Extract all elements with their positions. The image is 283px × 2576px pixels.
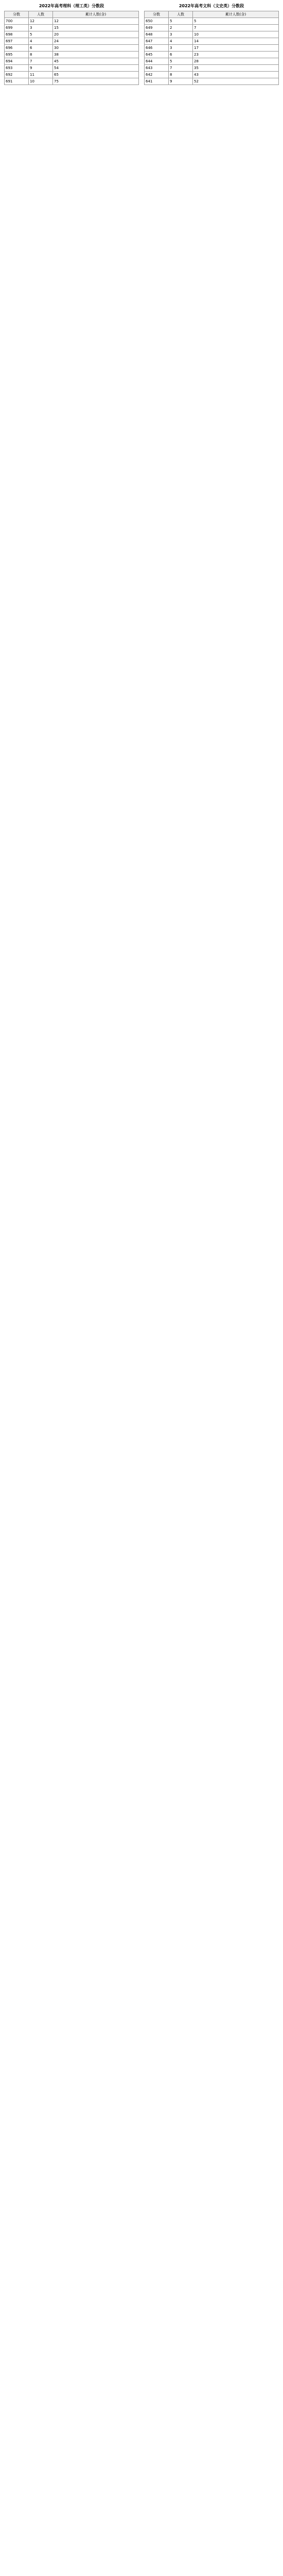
page xyxy=(0,0,283,88)
left-header-row xyxy=(5,11,139,18)
left-cell: 698 xyxy=(5,31,29,38)
left-cell: 15 xyxy=(53,25,139,31)
left-table-row xyxy=(5,72,139,78)
left-cell: 695 xyxy=(5,52,29,58)
left-cell: 12 xyxy=(29,18,53,25)
right-cell: 7 xyxy=(193,25,279,31)
right-cell: 650 xyxy=(145,18,169,25)
left-cell: 38 xyxy=(53,52,139,58)
right-cell: 5 xyxy=(169,18,193,25)
right-cell: 5 xyxy=(169,58,193,65)
right-cell: 3 xyxy=(169,31,193,38)
left-table-body xyxy=(5,18,139,85)
right-header-cumulative: 累计人数(含) xyxy=(193,11,279,18)
left-table-row xyxy=(5,58,139,65)
right-cell: 646 xyxy=(145,45,169,52)
left-header-score: 分数 xyxy=(5,11,29,18)
right-cell: 9 xyxy=(169,78,193,85)
left-cell: 8 xyxy=(29,52,53,58)
left-cell: 4 xyxy=(29,38,53,45)
left-cell: 5 xyxy=(29,31,53,38)
right-table-row xyxy=(145,58,279,65)
left-cell: 696 xyxy=(5,45,29,52)
right-cell: 649 xyxy=(145,25,169,31)
right-cell: 648 xyxy=(145,31,169,38)
left-table-row xyxy=(5,65,139,72)
left-cell: 54 xyxy=(53,65,139,72)
right-cell: 14 xyxy=(193,38,279,45)
right-cell: 17 xyxy=(193,45,279,52)
left-cell: 700 xyxy=(5,18,29,25)
right-cell: 647 xyxy=(145,38,169,45)
left-cell: 12 xyxy=(53,18,139,25)
right-cell: 642 xyxy=(145,72,169,78)
right-cell: 5 xyxy=(193,18,279,25)
right-cell: 8 xyxy=(169,72,193,78)
right-table-row xyxy=(145,52,279,58)
right-cell: 2 xyxy=(169,25,193,31)
right-score-table xyxy=(144,11,279,85)
left-cell: 692 xyxy=(5,72,29,78)
left-cell: 30 xyxy=(53,45,139,52)
left-header-count: 人数 xyxy=(29,11,53,18)
left-cell: 697 xyxy=(5,38,29,45)
left-cell: 10 xyxy=(29,78,53,85)
left-table-row xyxy=(5,52,139,58)
right-header-score: 分数 xyxy=(145,11,169,18)
left-cell: 693 xyxy=(5,65,29,72)
left-cell: 20 xyxy=(53,31,139,38)
left-table-row xyxy=(5,45,139,52)
right-table-row xyxy=(145,72,279,78)
right-table-row xyxy=(145,38,279,45)
left-table-row xyxy=(5,25,139,31)
tables xyxy=(4,11,279,85)
right-cell: 43 xyxy=(193,72,279,78)
left-cell: 699 xyxy=(5,25,29,31)
right-table-title: 2022年高考文科（文史类）分数段 xyxy=(179,4,244,8)
left-cell: 75 xyxy=(53,78,139,85)
left-cell: 11 xyxy=(29,72,53,78)
right-header-row xyxy=(145,11,279,18)
left-cell: 691 xyxy=(5,78,29,85)
left-table-row xyxy=(5,31,139,38)
left-cell: 24 xyxy=(53,38,139,45)
right-cell: 3 xyxy=(169,45,193,52)
right-table-row xyxy=(145,31,279,38)
right-table-row xyxy=(145,78,279,85)
left-cell: 694 xyxy=(5,58,29,65)
right-cell: 6 xyxy=(169,52,193,58)
right-cell: 52 xyxy=(193,78,279,85)
right-table-body xyxy=(145,18,279,85)
right-cell: 643 xyxy=(145,65,169,72)
right-cell: 23 xyxy=(193,52,279,58)
left-table-row xyxy=(5,18,139,25)
right-table-row xyxy=(145,65,279,72)
left-table-title: 2022年高考理科（理工类）分数段 xyxy=(39,4,104,8)
left-table-row xyxy=(5,38,139,45)
right-header-count: 人数 xyxy=(169,11,193,18)
right-cell: 35 xyxy=(193,65,279,72)
left-cell: 6 xyxy=(29,45,53,52)
right-cell: 10 xyxy=(193,31,279,38)
titles xyxy=(4,3,279,9)
left-cell: 7 xyxy=(29,58,53,65)
left-header-cumulative: 累计人数(含) xyxy=(53,11,139,18)
right-cell: 7 xyxy=(169,65,193,72)
right-cell: 641 xyxy=(145,78,169,85)
left-cell: 45 xyxy=(53,58,139,65)
right-cell: 4 xyxy=(169,38,193,45)
right-cell: 28 xyxy=(193,58,279,65)
right-table-row xyxy=(145,25,279,31)
left-cell: 9 xyxy=(29,65,53,72)
right-cell: 644 xyxy=(145,58,169,65)
left-table-row xyxy=(5,78,139,85)
left-cell: 65 xyxy=(53,72,139,78)
right-table-row xyxy=(145,18,279,25)
right-cell: 645 xyxy=(145,52,169,58)
left-score-table xyxy=(4,11,139,85)
left-cell: 3 xyxy=(29,25,53,31)
right-table-row xyxy=(145,45,279,52)
